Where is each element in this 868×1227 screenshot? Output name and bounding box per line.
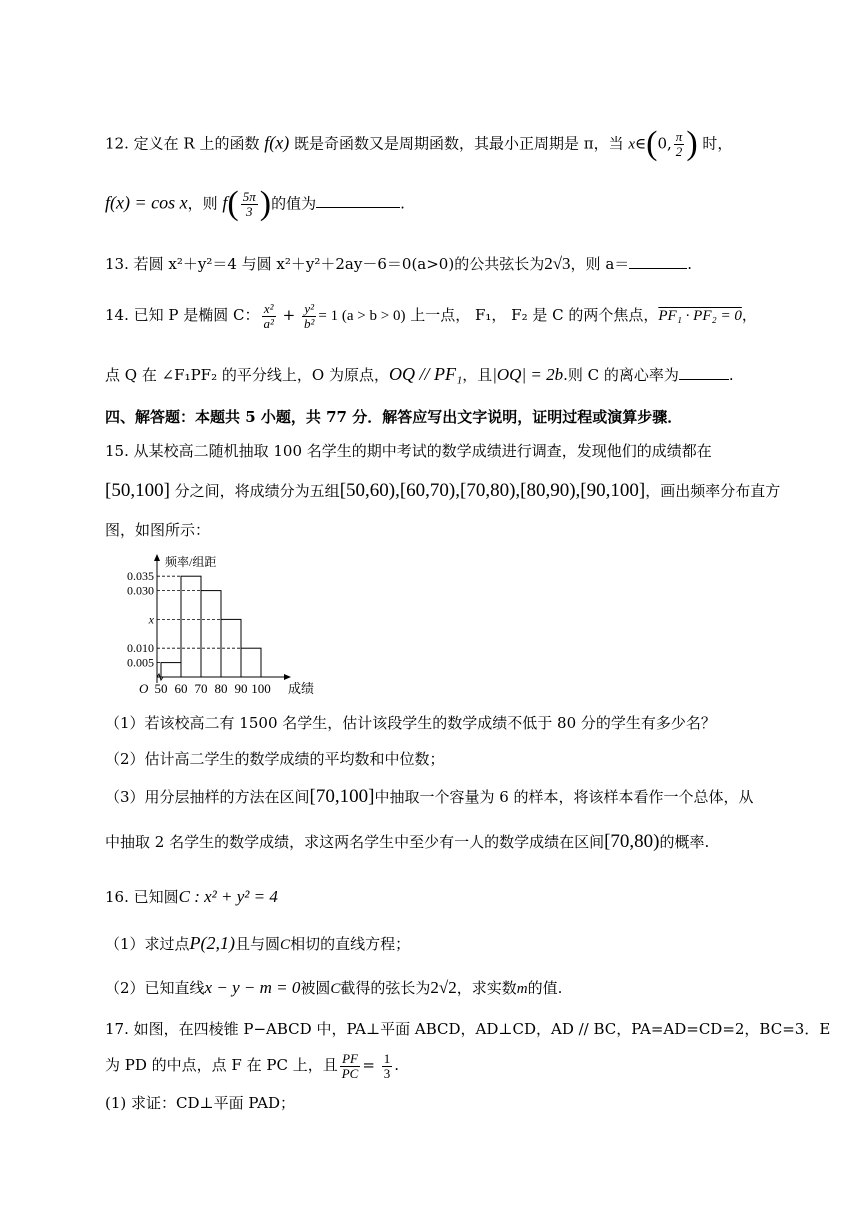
q12-eq: f(x) = cos x <box>105 192 188 213</box>
q15-p3-range: [70,100] <box>309 786 375 807</box>
q12-text-c: 时， <box>697 134 733 153</box>
q17-pf-over-pc: $\frac{PF}{PC}$ <box>341 1051 359 1081</box>
q15-p2: （2）估计高二学生的数学成绩的平均数和中位数； <box>105 750 445 768</box>
q14-line1: 14. 已知 P 是椭圆 C： $\frac{\text{x²}}{\text{a²}}$ + $\frac{\text{y²}}{\text{b²}}$ = 1 (a > b > 0) 上一点， F₁， F₂ 是 C 的两个焦点，PF₁ · PF₂ = 0， <box>105 301 757 331</box>
histogram-bar <box>181 576 201 677</box>
q17-line1: 17. 如图，在四棱锥 P−ABCD 中，PA⊥平面 ABCD，AD⊥CD，AD // BC，PA=AD=CD=2，BC=3．E <box>105 1020 831 1038</box>
q14-abs: |OQ| = 2b <box>492 365 564 384</box>
q13-sqrt: 2√3 <box>544 254 571 273</box>
y-tick-label: x <box>148 612 154 627</box>
q14-answer-blank <box>679 365 729 380</box>
x-tick-label: 70 <box>194 681 208 696</box>
q12-f: f <box>222 192 228 213</box>
q15-groups: [50,60),[60,70),[70,80),[80,90),[90,100] <box>339 480 646 501</box>
q15-p1: （1）若该校高二有 1500 名学生，估计该段学生的数学成绩不低于 80 分的学生有多少名？ <box>105 714 716 732</box>
x-axis-label: 成绩 <box>288 681 315 696</box>
q17-p1: (1) 求证：CD⊥平面 PAD； <box>105 1094 295 1112</box>
origin-label: O <box>139 681 149 696</box>
x-tick-label: 80 <box>214 681 228 696</box>
q12-answer-blank <box>316 193 400 208</box>
q15-p3-range2: [70,80) <box>604 831 660 852</box>
q15-line1: 15. 从某校高二随机抽取 100 名学生的期中考试的数学成绩进行调查，发现他们的成绩都在 <box>105 442 712 460</box>
section-heading: 四、解答题：本题共 5 小题，共 77 分．解答应写出文字说明，证明过程或演算步骤． <box>105 408 683 426</box>
y-tick-label: 0.030 <box>127 583 154 598</box>
q14-line2: 点 Q 在 ∠F₁PF₂ 的平分线上，O 为原点，OQ // PF₁，且|OQ| = 2b.则 C 的离心率为 . <box>105 364 734 384</box>
q15-range: [50,100] <box>105 480 170 501</box>
q14-dot: PF₁ · PF₂ = 0 <box>658 308 742 325</box>
q14-parallel: OQ // PF₁ <box>388 364 463 384</box>
q16-circle: C : x² + y² = 4 <box>178 887 278 906</box>
x-tick-label: 60 <box>174 681 188 696</box>
q14-text-b: 上一点， F₁， F₂ 是 C 的两个焦点， <box>405 306 659 325</box>
q16-point: P(2,1) <box>189 933 236 953</box>
q14-frac-y: $\frac{\text{y²}}{\text{b²}}$ <box>304 301 315 331</box>
q15-p3-line1: （3）用分层抽样的方法在区间[70,100]中抽取一个容量为 6 的样本，将该样本看作一个总体，从 <box>105 786 754 807</box>
y-tick-label: 0.010 <box>127 641 154 656</box>
x-tick-label: 50 <box>154 681 168 696</box>
q12-interval-left: 0, <box>657 134 672 153</box>
q12-x-in: x∈ <box>628 136 647 153</box>
q12-text-a: 12. 定义在 R 上的函数 <box>105 134 265 153</box>
q16-line-eq: x − y − m = 0 <box>204 978 301 997</box>
q12-then: ，则 <box>187 194 223 213</box>
y-axis-label: 频率/组距 <box>165 555 217 569</box>
q14-cond: = 1 (a > b > 0) <box>318 308 406 325</box>
histogram-chart <box>105 550 345 700</box>
q16-chord: 2√2 <box>430 978 457 997</box>
q12-pi-over-2: $\frac{\pi}{2}$ <box>675 129 683 159</box>
q13-answer-blank <box>629 254 687 269</box>
x-tick-label: 90 <box>234 681 248 696</box>
q15-line2: [50,100] 分之间，将成绩分为五组[50,60),[60,70),[70,80),[80,90),[90,100]，画出频率分布直方 <box>105 480 781 501</box>
q13-line: 13. 若圆 x²＋y²＝4 与圆 x²＋y²＋2ay－6＝0(a>0)的公共弦长为2√3，则 a＝ . <box>105 254 693 273</box>
q16-title: 16. 已知圆C : x² + y² = 4 <box>105 887 278 906</box>
y-axis-arrow <box>154 554 160 561</box>
q13-text-a: 13. 若圆 x²＋y²＝4 与圆 x²＋y²＋2ay－6＝0(a>0)的公共弦长为 <box>105 255 545 273</box>
q14-text-a: 14. 已知 P 是椭圆 C： <box>105 306 260 325</box>
q17-one-third: $\frac{1}{3}$ <box>383 1051 391 1081</box>
q17-line2: 为 PD 的中点，点 F 在 PC 上，且 $\frac{PF}{PC}$ = $\frac{1}{3}$ . <box>105 1051 399 1081</box>
q12-five-pi-over-3: $\frac{5\pi}{3}$ <box>242 189 256 219</box>
q12-value-is: 的值为 <box>271 194 317 213</box>
q12-fx: f(x) <box>264 132 290 153</box>
q12-line1: 12. 定义在 R 上的函数 f(x) 既是奇函数又是周期函数，其最小正周期是 π，当 x∈(0, $\frac{\pi}{2}$ ) 时， <box>105 125 733 162</box>
x-axis-arrow <box>284 674 291 680</box>
y-tick-label: 0.005 <box>127 655 154 670</box>
q12-text-b: 既是奇函数又是周期函数，其最小正周期是 π，当 <box>289 134 629 153</box>
q15-line3: 图，如图所示： <box>105 521 211 539</box>
q15-p3-line2: 中抽取 2 名学生的数学成绩，求这两名学生中至少有一人的数学成绩在区间[70,80)的概率. <box>105 831 710 852</box>
q14-frac-x: $\frac{\text{x²}}{\text{a²}}$ <box>263 301 274 331</box>
q12-line2: f(x) = cos x，则 f( $\frac{5\pi}{3}$ )的值为 . <box>105 185 405 222</box>
histogram-bar <box>161 663 181 677</box>
histogram-bar <box>241 648 261 677</box>
q13-text-b: ，则 a＝ <box>570 255 630 273</box>
y-tick-label: 0.035 <box>127 569 154 584</box>
q14-text-c: 点 Q 在 ∠F₁PF₂ 的平分线上，O 为原点， <box>105 366 389 384</box>
q16-p1: （1）求过点P(2,1)且与圆C相切的直线方程； <box>105 933 411 953</box>
q16-p2: （2）已知直线x − y − m = 0被圆C截得的弦长为2√2，求实数m的值. <box>105 978 563 997</box>
histogram-bar <box>201 591 221 677</box>
x-tick-label: 100 <box>251 681 271 696</box>
